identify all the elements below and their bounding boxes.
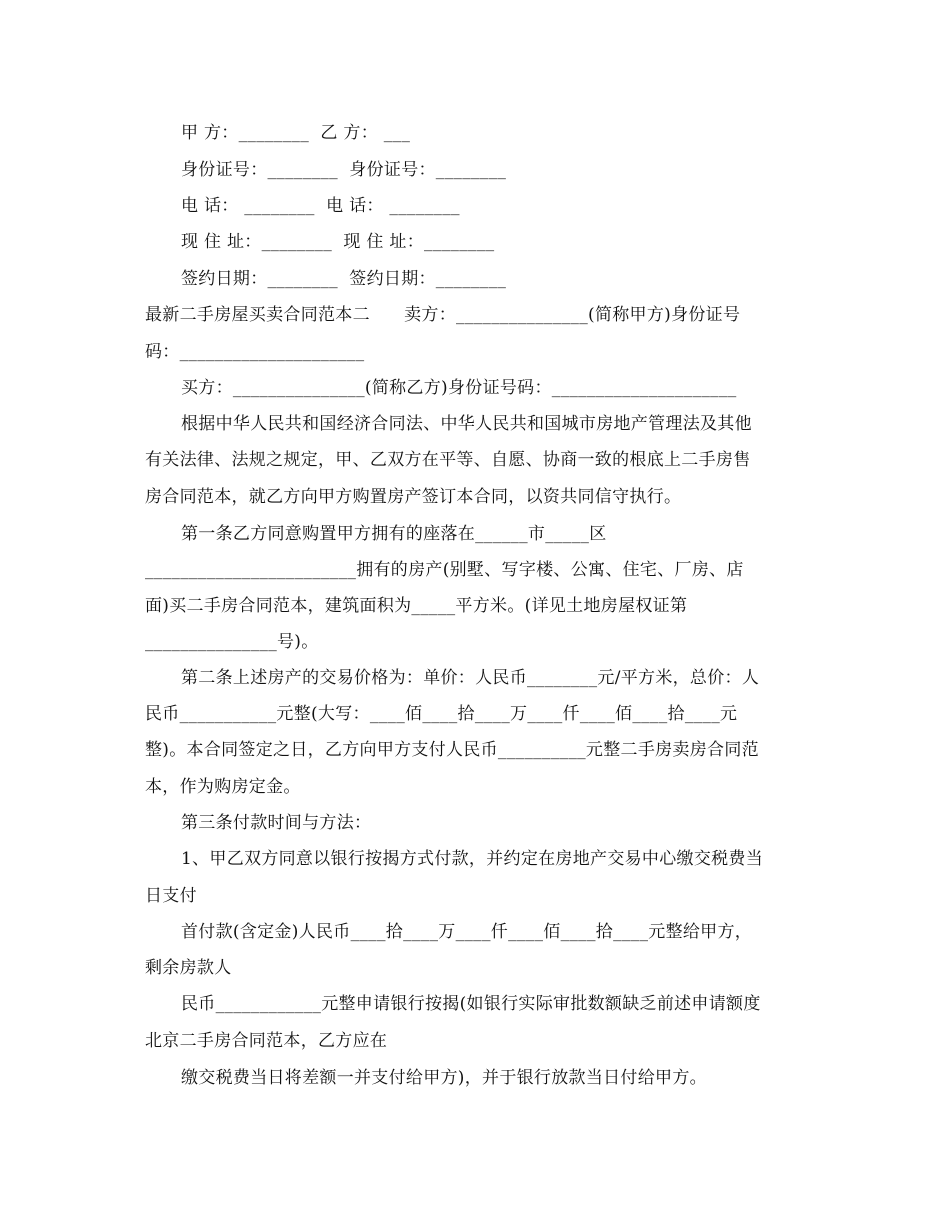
mortgage-line: 民币____________元整申请银行按揭(如银行实际审批数额缺乏前述申请额度 [181, 994, 761, 1014]
article-1-line: 面)买二手房合同范本，建筑面积为_____平方米。(详见土地房屋权证第 [145, 596, 688, 616]
article-3-line: 1、甲乙双方同意以银行按揭方式付款，并约定在房地产交易中心缴交税费当 [181, 849, 764, 869]
preamble-line: 有关法律、法规之规定，甲、乙双方在平等、自愿、协商一致的根底上二手房售 [145, 450, 751, 470]
article-1-line: 第一条乙方同意购置甲方拥有的座落在______市_____区 [181, 524, 607, 544]
article-2-line: 第二条上述房产的交易价格为：单价：人民币________元/平方米，总价：人 [181, 668, 760, 688]
article-1-line: ________________________拥有的房产(别墅、写字楼、公寓、住宅、厂房、店 [145, 560, 744, 580]
preamble-line: 根据中华人民共和国经济合同法、中华人民共和国城市房地产管理法及其他 [181, 414, 752, 434]
article-2-line: 民币___________元整(大写：____佰____拾____万____仟____佰____拾____元 [145, 704, 738, 724]
seller-id-line: 码：_____________________ [145, 342, 365, 362]
article-3-line: 日支付 [145, 886, 197, 906]
mortgage-line: 缴交税费当日将差额一并支付给甲方)，并于银行放款当日付给甲方。 [181, 1068, 707, 1088]
preamble-line: 房合同范本，就乙方向甲方购置房产签订本合同，以资共同信守执行。 [145, 487, 682, 507]
article-1-line: _______________号)。 [145, 632, 319, 652]
address-line: 现 住 址：________ 现 住 址：________ [181, 232, 495, 252]
sign-date-line: 签约日期：________ 签约日期：________ [181, 269, 507, 289]
phone-line: 电 话： ________ 电 话： ________ [181, 196, 460, 216]
party-names-line: 甲 方：________ 乙 方： ___ [181, 123, 411, 143]
contract-title-seller-line: 最新二手房屋买卖合同范本二 卖方：_______________(简称甲方)身份证号 [145, 305, 741, 325]
id-number-line: 身份证号：________ 身份证号：________ [181, 160, 507, 180]
article-3-heading: 第三条付款时间与方法： [181, 813, 372, 833]
down-payment-line: 剩余房款人 [145, 958, 232, 978]
down-payment-line: 首付款(含定金)人民币____拾____万____仟____佰____拾____元整给甲方， [181, 922, 753, 942]
article-2-line: 本，作为购房定金。 [145, 777, 301, 797]
article-2-line: 整)。本合同签定之日，乙方向甲方支付人民币__________元整二手房卖房合同范 [145, 740, 759, 760]
buyer-line: 买方：_______________(简称乙方)身份证号码：_____________________ [181, 378, 737, 398]
mortgage-line: 北京二手房合同范本，乙方应在 [145, 1031, 388, 1051]
